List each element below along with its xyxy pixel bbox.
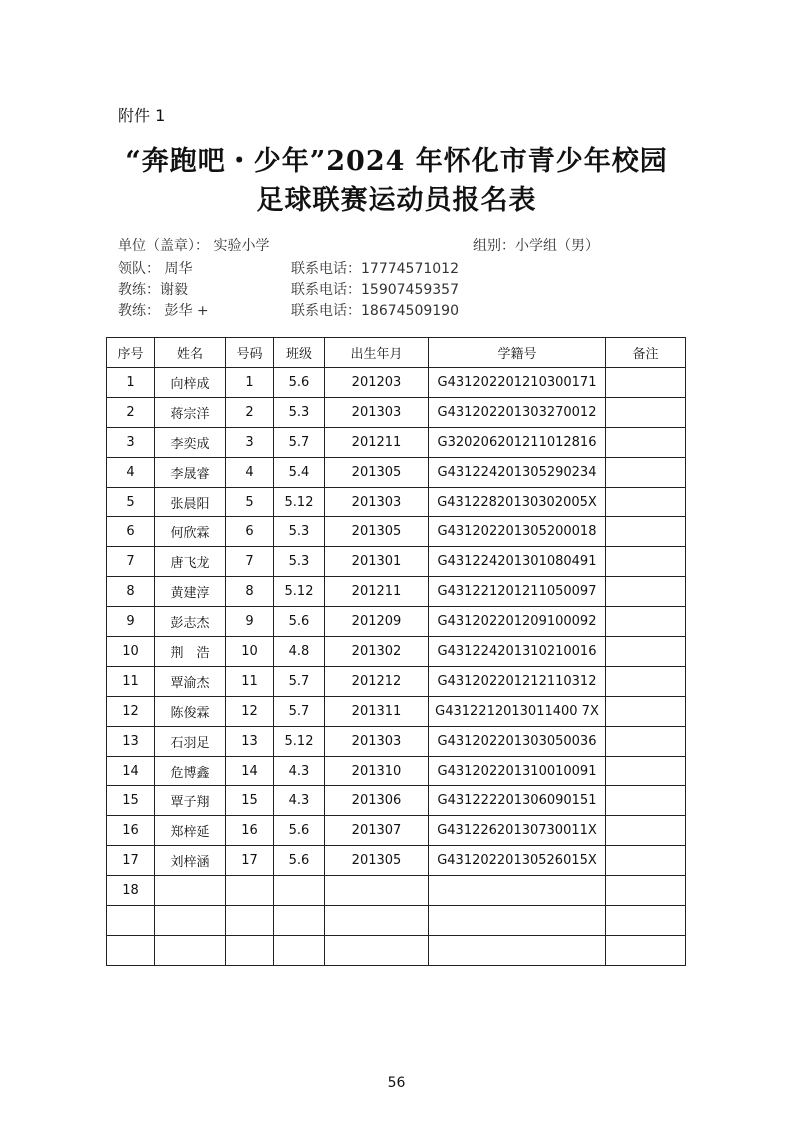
class-cell: 5.7 (274, 696, 325, 726)
jersey-number-cell: 3 (226, 427, 274, 457)
birth-month-cell: 201211 (325, 577, 429, 607)
table-row (107, 517, 686, 547)
row-number-cell: 12 (107, 696, 155, 726)
jersey-number-cell: 9 (226, 607, 274, 637)
table-row (107, 726, 686, 756)
student-id-cell: G431202201310010091 (429, 756, 606, 786)
remarks-cell (606, 637, 686, 667)
header-cell: 学籍号 (429, 338, 606, 368)
birth-month-cell: 201305 (325, 517, 429, 547)
leader-phone-label: 联系电话： (291, 261, 361, 277)
class-cell: 5.7 (274, 666, 325, 696)
row-number-cell: 17 (107, 846, 155, 876)
player-name-cell: 郑梓延 (155, 816, 226, 846)
player-name-cell: 陈俊霖 (155, 696, 226, 726)
player-name-cell: 覃子翔 (155, 786, 226, 816)
birth-month-cell: 201211 (325, 427, 429, 457)
row-number-cell: 7 (107, 547, 155, 577)
form-title-line2: 足球联赛运动员报名表 (256, 185, 537, 216)
row-number-cell: 2 (107, 397, 155, 427)
header-cell: 备注 (606, 338, 686, 368)
header-cell: 出生年月 (325, 338, 429, 368)
remarks-cell (606, 666, 686, 696)
student-id-cell: G431202201303050036 (429, 726, 606, 756)
group-label: 组别： (473, 238, 515, 254)
unit-info (118, 235, 269, 255)
jersey-number-cell: 2 (226, 397, 274, 427)
jersey-number-cell: 7 (226, 547, 274, 577)
coach1-info (118, 279, 188, 299)
roster-body (107, 368, 686, 966)
row-number-cell: 10 (107, 637, 155, 667)
jersey-number-cell: 1 (226, 368, 274, 398)
birth-month-cell: 201209 (325, 607, 429, 637)
row-number-cell: 8 (107, 577, 155, 607)
remarks-cell (606, 786, 686, 816)
class-cell: 5.6 (274, 607, 325, 637)
class-cell: 5.12 (274, 577, 325, 607)
table-row (107, 876, 686, 906)
jersey-number-cell: 17 (226, 846, 274, 876)
remarks-cell (606, 935, 686, 965)
coach1-phone: 15907459357 (361, 282, 459, 298)
group-value: 小学组（男） (515, 238, 599, 254)
birth-month-cell: 201212 (325, 666, 429, 696)
row-number-cell: 14 (107, 756, 155, 786)
coach1-value: 谢毅 (160, 282, 188, 298)
coach2-info (118, 300, 209, 320)
remarks-cell (606, 906, 686, 936)
class-cell: 5.6 (274, 816, 325, 846)
remarks-cell (606, 577, 686, 607)
unit-value: 实验小学 (213, 238, 270, 254)
birth-month-cell: 201305 (325, 846, 429, 876)
form-title-line1: “奔跑吧・少年”2024 年怀化市青少年校园 (125, 146, 668, 177)
header-cell: 号码 (226, 338, 274, 368)
birth-month-cell: 201303 (325, 487, 429, 517)
leader-info (118, 258, 192, 278)
table-row (107, 397, 686, 427)
class-cell: 4.3 (274, 756, 325, 786)
leader-phone-info (291, 258, 459, 278)
table-row (107, 427, 686, 457)
student-id-cell: G431202201209100092 (429, 607, 606, 637)
remarks-cell (606, 607, 686, 637)
leader-label: 领队： (118, 261, 160, 277)
remarks-cell (606, 487, 686, 517)
class-cell (274, 876, 325, 906)
birth-month-cell: 201311 (325, 696, 429, 726)
remarks-cell (606, 876, 686, 906)
coach2-label: 教练： (118, 303, 160, 319)
row-number-cell (107, 906, 155, 936)
coach2-phone: 18674509190 (361, 303, 459, 319)
birth-month-cell: 201303 (325, 726, 429, 756)
student-id-cell (429, 876, 606, 906)
jersey-number-cell: 6 (226, 517, 274, 547)
row-number-cell: 3 (107, 427, 155, 457)
class-cell: 5.12 (274, 726, 325, 756)
class-cell: 5.6 (274, 368, 325, 398)
remarks-cell (606, 427, 686, 457)
player-name-cell: 危博鑫 (155, 756, 226, 786)
table-row (107, 368, 686, 398)
player-name-cell (155, 935, 226, 965)
header-cell: 序号 (107, 338, 155, 368)
coach1-label: 教练： (118, 282, 160, 298)
unit-label: 单位（盖章）： (118, 238, 209, 254)
class-cell: 5.4 (274, 457, 325, 487)
table-row (107, 756, 686, 786)
student-id-cell (429, 935, 606, 965)
class-cell: 4.3 (274, 786, 325, 816)
table-header-row (107, 338, 686, 368)
row-number-cell: 13 (107, 726, 155, 756)
birth-month-cell: 201301 (325, 547, 429, 577)
jersey-number-cell (226, 876, 274, 906)
class-cell: 5.3 (274, 397, 325, 427)
jersey-number-cell: 10 (226, 637, 274, 667)
player-name-cell: 李奕成 (155, 427, 226, 457)
coach1-phone-label: 联系电话： (291, 282, 361, 298)
birth-month-cell (325, 906, 429, 936)
jersey-number-cell (226, 906, 274, 936)
class-cell: 5.12 (274, 487, 325, 517)
class-cell (274, 935, 325, 965)
row-number-cell: 9 (107, 607, 155, 637)
jersey-number-cell: 5 (226, 487, 274, 517)
student-id-cell: G4312212013011400 7X (429, 696, 606, 726)
player-name-cell: 蒋宗洋 (155, 397, 226, 427)
attachment-label: 附件 1 (118, 106, 166, 125)
table-row (107, 666, 686, 696)
row-number-cell: 4 (107, 457, 155, 487)
student-id-cell: G431224201305290234 (429, 457, 606, 487)
class-cell (274, 906, 325, 936)
row-number-cell: 1 (107, 368, 155, 398)
student-id-cell: G43122620130730011X (429, 816, 606, 846)
player-name-cell: 荆 浩 (155, 637, 226, 667)
class-cell: 4.8 (274, 637, 325, 667)
birth-month-cell (325, 935, 429, 965)
jersey-number-cell: 11 (226, 666, 274, 696)
class-cell: 5.7 (274, 427, 325, 457)
row-number-cell: 16 (107, 816, 155, 846)
class-cell: 5.6 (274, 846, 325, 876)
coach2-phone-label: 联系电话： (291, 303, 361, 319)
table-row (107, 696, 686, 726)
student-id-cell: G431221201211050097 (429, 577, 606, 607)
player-name-cell: 向梓成 (155, 368, 226, 398)
student-id-cell: G431202201303270012 (429, 397, 606, 427)
student-id-cell: G43120220130526015X (429, 846, 606, 876)
birth-month-cell: 201203 (325, 368, 429, 398)
student-id-cell: G431222201306090151 (429, 786, 606, 816)
remarks-cell (606, 517, 686, 547)
table-row (107, 846, 686, 876)
header-cell: 姓名 (155, 338, 226, 368)
table-row (107, 935, 686, 965)
row-number-cell: 11 (107, 666, 155, 696)
row-number-cell: 6 (107, 517, 155, 547)
leader-value: 周华 (164, 261, 193, 277)
student-id-cell (429, 906, 606, 936)
player-name-cell: 石羽足 (155, 726, 226, 756)
coach2-phone-info (291, 300, 459, 320)
jersey-number-cell: 4 (226, 457, 274, 487)
remarks-cell (606, 696, 686, 726)
class-cell: 5.3 (274, 547, 325, 577)
table-row (107, 906, 686, 936)
player-name-cell (155, 876, 226, 906)
coach2-value: 彭华 + (164, 303, 209, 319)
class-cell: 5.3 (274, 517, 325, 547)
player-name-cell: 何欣霖 (155, 517, 226, 547)
remarks-cell (606, 726, 686, 756)
table-row (107, 786, 686, 816)
jersey-number-cell (226, 935, 274, 965)
player-name-cell: 刘梓涵 (155, 846, 226, 876)
coach1-phone-info (291, 279, 459, 299)
birth-month-cell: 201310 (325, 756, 429, 786)
student-id-cell: G431202201305200018 (429, 517, 606, 547)
jersey-number-cell: 14 (226, 756, 274, 786)
student-id-cell: G431224201310210016 (429, 637, 606, 667)
row-number-cell: 5 (107, 487, 155, 517)
roster-table (106, 337, 686, 966)
birth-month-cell: 201302 (325, 637, 429, 667)
remarks-cell (606, 846, 686, 876)
row-number-cell: 15 (107, 786, 155, 816)
birth-month-cell (325, 876, 429, 906)
table-row (107, 607, 686, 637)
student-id-cell: G320206201211012816 (429, 427, 606, 457)
birth-month-cell: 201306 (325, 786, 429, 816)
remarks-cell (606, 816, 686, 846)
jersey-number-cell: 12 (226, 696, 274, 726)
birth-month-cell: 201305 (325, 457, 429, 487)
remarks-cell (606, 457, 686, 487)
player-name-cell: 唐飞龙 (155, 547, 226, 577)
jersey-number-cell: 16 (226, 816, 274, 846)
student-id-cell: G431202201210300171 (429, 368, 606, 398)
birth-month-cell: 201307 (325, 816, 429, 846)
remarks-cell (606, 756, 686, 786)
table-row (107, 637, 686, 667)
student-id-cell: G431202201212110312 (429, 666, 606, 696)
student-id-cell: G431224201301080491 (429, 547, 606, 577)
header-cell: 班级 (274, 338, 325, 368)
player-name-cell: 李晟睿 (155, 457, 226, 487)
table-row (107, 816, 686, 846)
jersey-number-cell: 13 (226, 726, 274, 756)
player-name-cell: 黄建淳 (155, 577, 226, 607)
jersey-number-cell: 8 (226, 577, 274, 607)
birth-month-cell: 201303 (325, 397, 429, 427)
jersey-number-cell: 15 (226, 786, 274, 816)
group-info (473, 235, 599, 255)
remarks-cell (606, 397, 686, 427)
row-number-cell: 18 (107, 876, 155, 906)
player-name-cell: 覃渝杰 (155, 666, 226, 696)
leader-phone: 17774571012 (361, 261, 459, 277)
player-name-cell (155, 906, 226, 936)
remarks-cell (606, 368, 686, 398)
table-row (107, 457, 686, 487)
player-name-cell: 彭志杰 (155, 607, 226, 637)
page-number: 56 (387, 1075, 406, 1091)
table-row (107, 577, 686, 607)
table-row (107, 487, 686, 517)
table-row (107, 547, 686, 577)
remarks-cell (606, 547, 686, 577)
row-number-cell (107, 935, 155, 965)
player-name-cell: 张晨阳 (155, 487, 226, 517)
student-id-cell: G43122820130302005X (429, 487, 606, 517)
